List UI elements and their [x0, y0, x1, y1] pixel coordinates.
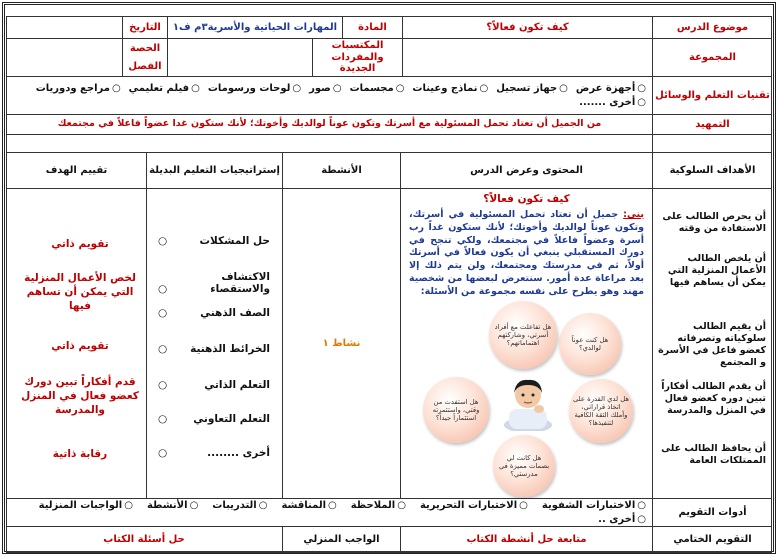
- intro-label: التمهيد: [652, 115, 772, 134]
- tool-item[interactable]: ○ مجسمات: [350, 83, 405, 95]
- strategy-item[interactable]: التعلم الذاتي ○: [160, 379, 270, 391]
- closing-label: التقويم الختامي: [652, 527, 772, 552]
- content-body: [409, 209, 644, 299]
- assessment-item[interactable]: ○ المناقشة: [281, 500, 336, 512]
- course-value: المهارات الحياتية والأسرية٣م ف١: [167, 17, 342, 38]
- header-row-1: [6, 16, 772, 38]
- table-bottom-border: [6, 552, 772, 553]
- assessment-item[interactable]: ○ الملاحظة: [351, 500, 406, 512]
- question-bubble: هل كنت عوناً لوالدي؟: [559, 313, 621, 375]
- goal-item: أن يحرص الطالب على الاستفادة من وقته: [662, 211, 766, 234]
- spacer-cell: [652, 135, 772, 152]
- question-bubble: هل استفدت من وقتي، واستثمرته استثماراً جيداً؟: [423, 377, 489, 443]
- evaluation-item: لخص الأعمال المنزلية التي يمكن أن تساهم فيها: [24, 272, 136, 313]
- tool-item[interactable]: ○ جهاز تسجيل: [496, 83, 568, 95]
- closing-follow-up: متابعة حل أنشطة الكتاب: [400, 527, 652, 552]
- assessment-label: أدوات التقويم: [652, 499, 772, 526]
- date-value[interactable]: [6, 17, 122, 38]
- class-label: الفصل: [128, 61, 162, 72]
- group-value[interactable]: [402, 39, 652, 76]
- strategy-item[interactable]: الصف الذهني ○: [160, 307, 270, 319]
- assessment-item[interactable]: ○ الأنشطة: [147, 500, 198, 512]
- columns-header-row: [6, 152, 772, 188]
- period-class-labels: [122, 39, 167, 76]
- homework-value: حل أسئلة الكتاب: [103, 533, 185, 545]
- tool-item[interactable]: ○ أجهزة عرض: [576, 83, 646, 95]
- assessment-item[interactable]: ○ الاختبارات التحريرية: [420, 500, 528, 512]
- question-bubble: هل تفاعلت مع أفراد أسرتي، وشاركتهم اهتماماتهم؟: [489, 301, 557, 369]
- assessment-item[interactable]: ○ التدريبات: [212, 500, 267, 512]
- col-goals: الأهداف السلوكية: [652, 153, 772, 188]
- lesson-plan: [6, 6, 772, 552]
- subject-value: كيف تكون فعالاً؟: [402, 17, 652, 38]
- strategy-item[interactable]: أخرى ........ ○: [160, 447, 270, 459]
- group-label: المجموعة: [652, 39, 772, 76]
- goal-item: أن يقيم الطالب سلوكياته وتصرفاته كعضو فاعل في الأسرة و المجتمع: [658, 321, 766, 368]
- goal-item: أن يلخص الطالب الأعمال المنزلية التي يمكن أن يساهم فيها: [667, 253, 766, 288]
- period-class-value[interactable]: [6, 39, 122, 76]
- activities-cell: [282, 189, 400, 498]
- tools-list: [7, 81, 652, 110]
- goal-item: أن يحافظ الطالب على الممتلكات العامة: [661, 443, 766, 466]
- intro-row: [6, 114, 772, 134]
- content-title: كيف تكون فعالاً؟: [483, 193, 570, 205]
- thinking-boy-icon: [499, 373, 557, 431]
- assessment-row: [6, 498, 772, 526]
- tool-item[interactable]: ○ فيلم تعليمي: [129, 83, 200, 95]
- content-cell: [400, 189, 652, 498]
- vocab-value[interactable]: [167, 39, 312, 76]
- strategy-item[interactable]: الخرائط الذهنية ○: [160, 343, 270, 355]
- spacer-cell: [6, 135, 652, 152]
- question-bubble: هل كانت لي بصمات مميزة في مدرستي؟: [493, 435, 555, 497]
- evaluation-item: قدم أفكاراً تبين دورك كعضو فعال في المنزل والمدرسة: [21, 376, 139, 417]
- evaluation-item: تقويم ذاتي: [51, 340, 109, 352]
- evaluation-item: رقابة ذاتية: [52, 448, 108, 460]
- question-bubble: هل لدي القدرة على اتخاذ قراراتي، وأملك الثقة الكافية لتنفيذها؟: [569, 379, 633, 443]
- header-row-2: [6, 38, 772, 76]
- assessment-list-cell: [6, 499, 652, 526]
- tools-label: تقنيات التعلم والوسائل: [652, 77, 772, 114]
- date-label: التاريخ: [122, 17, 167, 38]
- closing-row: [6, 526, 772, 552]
- tool-item[interactable]: ○ مراجع ودوريات: [36, 83, 121, 95]
- intro-text: من الجميل أن تعتاد تحمل المسئولية مع أسرتك وتكون عوناً لوالديك وأخوتك؛ لأنك ستكون غدا عضواً فاعلاً في مجتمعك: [6, 115, 652, 134]
- tool-item[interactable]: ○ نماذج وعينات: [412, 83, 488, 95]
- tools-row: [6, 76, 772, 114]
- tools-list-cell: [6, 77, 652, 114]
- tool-item[interactable]: ○ صور: [309, 83, 341, 95]
- content-text: جميل أن تعتاد تحمل المسئولية في أسرتك، وتكون عوناً لوالديك وأخوتك؛ لأنك ستكون غداً رب أسرة وعضواً فاعلاً في مجتمعك، ولكي تنجح في دورك المستقبلي ينبغي أن يكون فعالاً في أسرتك أولاً، ثم في مدرستك ومجتمعك، ولن يتم ذلك إلا بعد مراعاة عدة أمور. سنتعرض لبعضها من شخصية مهند وهو يطرح على نفسه مجموعة من الأسئلة:: [409, 209, 644, 297]
- col-strategies: إستراتيجيات التعليم البديلة: [146, 153, 282, 188]
- assessment-item[interactable]: ○ الواجبات المنزلية: [39, 500, 133, 512]
- period-label: الحصة: [129, 42, 161, 54]
- assessment-list: [6, 499, 652, 526]
- spacer-row: [6, 134, 772, 152]
- subject-label: موضوع الدرس: [652, 17, 772, 38]
- assessment-item[interactable]: ○ الاختبارات الشفوية: [542, 500, 646, 512]
- col-evaluation: تقييم الهدف: [6, 153, 146, 188]
- strategy-item[interactable]: حل المشكلات ○: [160, 235, 270, 247]
- goals-cell: [652, 189, 772, 498]
- evaluation-item: تقويم ذاتي: [51, 238, 109, 250]
- assessment-item[interactable]: ○ أخرى ..: [598, 514, 646, 526]
- content-greeting: بني:: [623, 209, 644, 220]
- strategies-cell: [146, 189, 282, 498]
- strategy-item[interactable]: الاكتشاف والاستقصاء ○: [160, 271, 270, 295]
- main-body-row: [6, 188, 772, 498]
- tool-item[interactable]: ○ لوحات ورسومات: [208, 83, 301, 95]
- goal-item: أن يقدم الطالب أفكاراً تبين دوره كعضو فعال في المنزل والمدرسة: [661, 381, 766, 416]
- evaluation-cell: [6, 189, 146, 498]
- course-label: المادة: [342, 17, 402, 38]
- col-content: المحتوى وعرض الدرس: [400, 153, 652, 188]
- vocab-label: المكتسبات والمفردات الجديدة: [312, 39, 402, 76]
- homework-label: الواجب المنزلي: [282, 527, 400, 552]
- col-activities: الأنشطة: [282, 153, 400, 188]
- tool-item[interactable]: ○ أخرى .......: [579, 97, 646, 109]
- strategy-item[interactable]: التعلم التعاوني ○: [160, 413, 270, 425]
- activity-item: نشاط ١: [322, 337, 361, 349]
